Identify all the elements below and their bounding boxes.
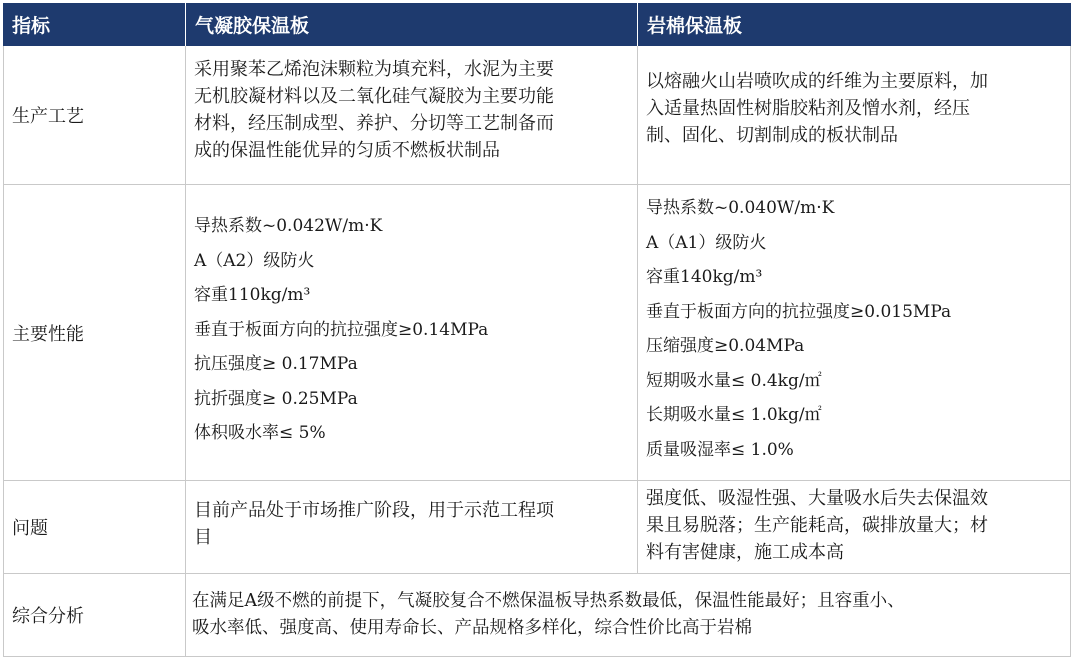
spec-line: 容重110kg/m³ bbox=[194, 285, 311, 305]
table-row-production-process bbox=[3, 46, 1071, 185]
text-line: 材料，经压制成型、养护、分切等工艺制备而 bbox=[194, 113, 554, 134]
table-row-main-performance bbox=[3, 185, 1071, 481]
spec-line: 体积吸水率≤ 5% bbox=[194, 423, 326, 443]
text-line: 果且易脱落；生产能耗高，碳排放量大；材 bbox=[646, 515, 988, 536]
spec-line: 导热系数~0.040W/m·K bbox=[646, 198, 835, 218]
text-line: 采用聚苯乙烯泡沫颗粒为填充料，水泥为主要 bbox=[194, 59, 554, 80]
rockwool-production-process bbox=[638, 46, 1071, 184]
comprehensive-analysis-summary bbox=[186, 574, 1071, 656]
table-row-comprehensive-analysis bbox=[3, 574, 1071, 657]
spec-line: 导热系数~0.042W/m·K bbox=[194, 216, 383, 236]
spec-line: 压缩强度≥0.04MPa bbox=[646, 336, 805, 356]
text-line: 入适量热固性树脂胶粘剂及憎水剂，经压 bbox=[646, 98, 970, 119]
text-line: 无机胶凝材料以及二氧化硅气凝胶为主要功能 bbox=[194, 86, 554, 107]
aerogel-problems bbox=[186, 481, 638, 573]
text-line: 目前产品处于市场推广阶段，用于示范工程项 bbox=[194, 500, 554, 521]
spec-line: 短期吸水量≤ 0.4kg/㎡ bbox=[646, 370, 822, 391]
spec-line: 容重140kg/m³ bbox=[646, 267, 763, 287]
rockwool-main-performance bbox=[638, 185, 1071, 480]
header-aerogel-board: 气凝胶保温板 bbox=[186, 3, 638, 46]
spec-line: 抗折强度≥ 0.25MPa bbox=[194, 388, 358, 409]
text-line: 在满足A级不燃的前提下，气凝胶复合不燃保温板导热系数最低，保温性能最好；且容重小、 bbox=[192, 591, 905, 611]
row-label-comprehensive-analysis: 综合分析 bbox=[3, 574, 186, 656]
spec-line: 抗压强度≥ 0.17MPa bbox=[194, 354, 358, 374]
text-line: 料有害健康，施工成本高 bbox=[646, 542, 844, 563]
table-header-row bbox=[3, 3, 1071, 46]
spec-line: A（A1）级防火 bbox=[646, 232, 767, 253]
text-line: 吸水率低、强度高、使用寿命长、产品规格多样化，综合性价比高于岩棉 bbox=[192, 618, 752, 638]
aerogel-main-performance bbox=[186, 185, 638, 480]
spec-line: 垂直于板面方向的抗拉强度≥0.015MPa bbox=[646, 301, 952, 322]
header-rockwool-board: 岩棉保温板 bbox=[647, 15, 743, 37]
spec-line: 长期吸水量≤ 1.0kg/㎡ bbox=[646, 405, 822, 425]
text-line: 成的保温性能优异的匀质不燃板状制品 bbox=[194, 140, 500, 161]
spec-line: A（A2）级防火 bbox=[194, 250, 315, 271]
rockwool-problems bbox=[638, 481, 1071, 573]
row-label-main-performance: 主要性能 bbox=[3, 185, 186, 480]
table-row-problems bbox=[3, 481, 1071, 574]
text-line: 以熔融火山岩喷吹成的纤维为主要原料，加 bbox=[646, 71, 988, 92]
spec-line: 垂直于板面方向的抗拉强度≥0.14MPa bbox=[194, 319, 489, 340]
comparison-table bbox=[3, 3, 1071, 657]
row-label-problems: 问题 bbox=[3, 481, 186, 573]
header-indicator: 指标 bbox=[3, 3, 186, 46]
text-line: 强度低、吸湿性强、大量吸水后失去保温效 bbox=[646, 488, 988, 509]
text-line: 制、固化、切割制成的板状制品 bbox=[646, 125, 898, 146]
spec-line: 质量吸湿率≤ 1.0% bbox=[646, 439, 794, 460]
row-label-production-process: 生产工艺 bbox=[3, 46, 186, 184]
text-line: 目 bbox=[194, 527, 212, 548]
aerogel-production-process bbox=[186, 46, 638, 184]
